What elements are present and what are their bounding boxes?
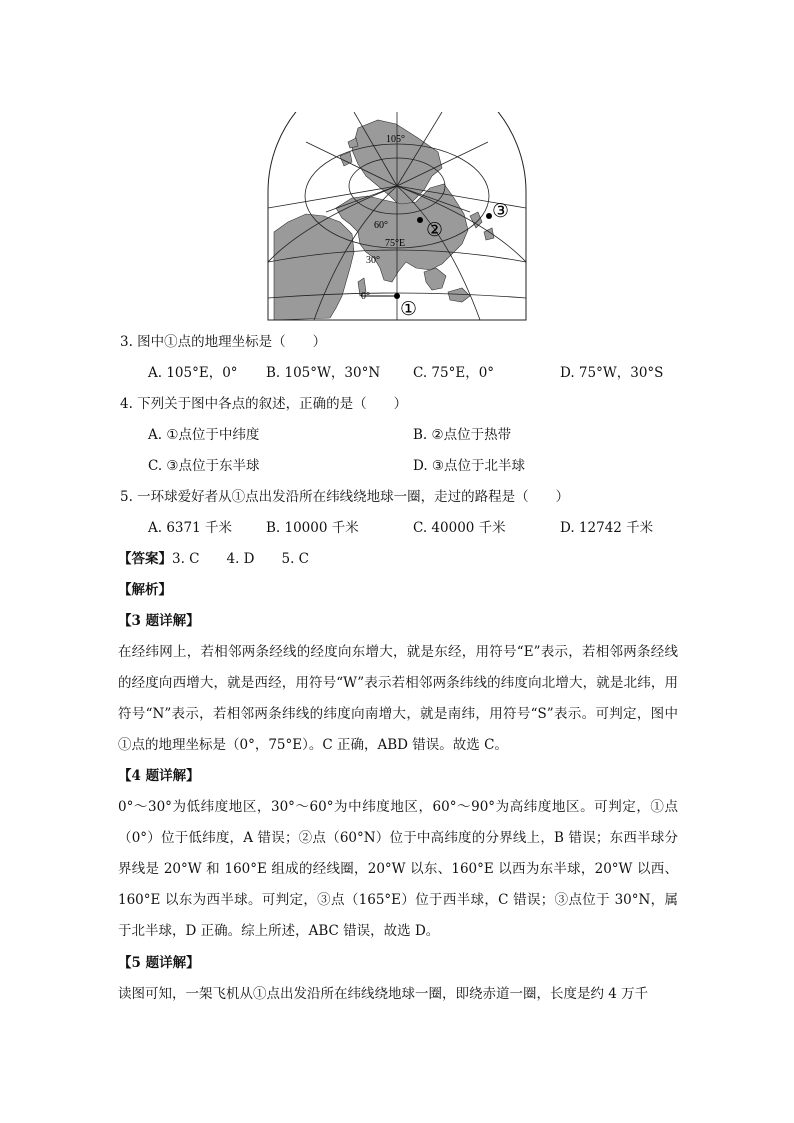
label-lat-0: 0°: [361, 291, 370, 302]
q5-option-a: A. 6371 千米: [148, 520, 232, 536]
q4-option-c: C. ③点位于东半球: [148, 458, 260, 474]
answer-line: [118, 549, 309, 569]
answer-text: 3. C 4. D 5. C: [172, 551, 309, 567]
label-point-1: ①: [400, 298, 418, 320]
q4-option-d: D. ③点位于北半球: [413, 458, 526, 474]
label-point-2: ②: [426, 219, 444, 241]
land-africa: [274, 214, 354, 320]
q5-option-b: B. 10000 千米: [266, 520, 359, 536]
q5-option-c: C. 40000 千米: [413, 520, 506, 536]
question-5-stem: 5. 一环球爱好者从①点出发沿所在纬线绕地球一圈，走过的路程是（ ）: [120, 489, 570, 505]
land-se-asia: [424, 268, 446, 290]
label-lon-105: 105°: [386, 134, 405, 145]
question-3-stem: 3. 图中①点的地理坐标是（ ）: [120, 334, 327, 350]
q3-option-b: B. 105°W，30°N: [266, 365, 381, 381]
label-lat-60: 60°: [374, 220, 388, 231]
question-4-stem: 4. 下列关于图中各点的叙述，正确的是（ ）: [120, 396, 408, 412]
label-point-3: ③: [492, 200, 510, 222]
detail-3-heading: 【3 题详解】: [118, 613, 200, 629]
point-2-marker: [417, 217, 423, 223]
analysis-label: 【解析】: [118, 582, 172, 598]
detail-4-text: 0°～30°为低纬度地区，30°～60°为中纬度地区，60°～90°为高纬度地区。可判定，①点（0°）位于低纬度，A 错误；②点（60°N）位于中高纬度的分界线上，B 错误；东西半球分界线是 20°W 和 160°E 组成的经线圈，20°W 以东、160°E 以西为东半球，20°W 以西、160°E 以东为西半球。可判定，③点（165°E）位于西半球，C 错误；③点位于 30°N，属于北半球，D 正确。综上所述，ABC 错误，故选 D。: [118, 799, 678, 939]
q5-option-d: D. 12742 千米: [560, 520, 654, 536]
detail-4-heading: 【4 题详解】: [118, 768, 200, 784]
q3-option-c: C. 75°E，0°: [413, 365, 495, 381]
q4-option-b: B. ②点位于热带: [413, 427, 512, 443]
label-lon-75e: 75°E: [385, 238, 406, 249]
label-lat-30: 30°: [366, 255, 380, 266]
graticule-map: [266, 112, 528, 322]
detail-5-heading: 【5 题详解】: [118, 955, 200, 971]
q3-option-a: A. 105°E，0°: [148, 365, 238, 381]
world-map-figure: [266, 112, 528, 322]
answer-label: 【答案】: [118, 551, 172, 567]
q4-option-a: A. ①点位于中纬度: [148, 427, 260, 443]
detail-5-text: 读图可知，一架飞机从①点出发沿所在纬线绕地球一圈，即绕赤道一圈，长度是约 4 万千: [118, 986, 649, 1002]
q3-option-d: D. 75°W，30°S: [560, 365, 664, 381]
detail-3-text: 在经纬网上，若相邻两条经线的经度向东增大，就是东经，用符号“E”表示，若相邻两条经线的经度向西增大，就是西经，用符号“W”表示若相邻两条纬线的纬度向北增大，就是北纬，用符号“N”表示，若相邻两条纬线的纬度向南增大，就是南纬，用符号“S”表示。可判定，图中①点的地理坐标是（0°，75°E）。C 正确，ABD 错误。故选 C。: [118, 644, 678, 753]
